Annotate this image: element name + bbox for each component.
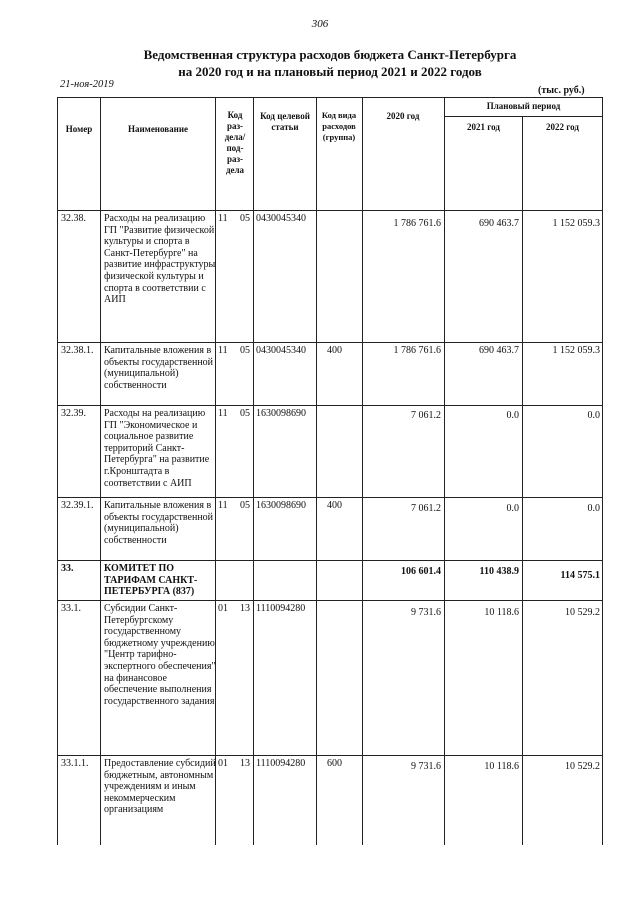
row-value-2021: 10 118.6 (484, 761, 519, 772)
header-2020: 2020 год (386, 111, 420, 121)
page-number: 306 (311, 18, 329, 30)
row-expense-kind: 600 (327, 758, 342, 769)
row-name: Предоставление субсидий бюджетным, автономным учреждениям и иным некоммерческим организациям (104, 758, 216, 816)
row-expense-kind: 400 (327, 500, 342, 511)
row-section: 01 (218, 603, 228, 614)
row-number: 33.1.1. (61, 758, 89, 769)
header-section-code: Код раз- дела/ под- раз- дела (224, 110, 246, 175)
row-name: КОМИТЕТ ПО ТАРИФАМ САНКТ-ПЕТЕРБУРГА (837) (104, 563, 198, 598)
row-value-2020: 7 061.2 (411, 503, 441, 514)
row-expense-kind: 400 (327, 345, 342, 356)
row-value-2021: 690 463.7 (479, 345, 519, 356)
row-number: 33.1. (61, 603, 81, 614)
row-target-code: 0430045340 (256, 345, 306, 356)
document-title (100, 46, 560, 80)
row-target-code: 1110094280 (256, 603, 306, 614)
row-value-2022: 1 152 059.3 (552, 218, 600, 229)
row-value-2020: 7 061.2 (411, 410, 441, 421)
row-name: Капитальные вложения в объекты государственной (муниципальной) собственности (104, 500, 214, 546)
row-subsection: 13 (240, 758, 250, 769)
row-value-2020: 1 786 761.6 (393, 218, 441, 229)
row-section: 11 (218, 345, 228, 356)
row-number: 32.39.1. (61, 500, 94, 511)
row-name: Расходы на реализацию ГП "Экономическое и социальное развитие территорий Санкт-Петербурга" на развитие г.Кронштадта в соответствии с АИП (104, 408, 210, 489)
row-value-2020: 9 731.6 (411, 607, 441, 618)
row-number: 32.39. (61, 408, 86, 419)
row-subsection: 13 (240, 603, 250, 614)
title-line-1: Ведомственная структура расходов бюджета Санкт-Петербурга (143, 47, 517, 62)
row-section: 11 (218, 500, 228, 511)
row-target-code: 1630098690 (256, 500, 306, 511)
row-number: 33. (61, 563, 74, 574)
units-label: (тыс. руб.) (538, 85, 585, 96)
row-value-2020: 106 601.4 (401, 566, 441, 577)
row-value-2021: 10 118.6 (484, 607, 519, 618)
row-value-2021: 110 438.9 (479, 566, 519, 577)
row-name: Капитальные вложения в объекты государственной (муниципальной) собственности (104, 345, 214, 391)
row-section: 01 (218, 758, 228, 769)
row-target-code: 1630098690 (256, 408, 306, 419)
title-line-2: на 2020 год и на плановый период 2021 и 2022 годов (178, 64, 482, 79)
row-value-2020: 1 786 761.6 (393, 345, 441, 356)
row-number: 32.38. (61, 213, 86, 224)
row-value-2022: 114 575.1 (560, 570, 600, 581)
row-value-2022: 10 529.2 (565, 607, 600, 618)
header-number: Номер (65, 124, 93, 134)
header-planned-period: Плановый период (486, 101, 561, 111)
row-value-2022: 0.0 (587, 410, 600, 421)
row-value-2022: 10 529.2 (565, 761, 600, 772)
row-value-2020: 9 731.6 (411, 761, 441, 772)
row-value-2021: 0.0 (506, 410, 519, 421)
row-name: Расходы на реализацию ГП "Развитие физической культуры и спорта в Санкт-Петербурге" на развитие инфраструктуры физической культуры и спорта в соответствии с АИП (104, 213, 216, 306)
document-date: 21-ноя-2019 (60, 79, 114, 90)
row-subsection: 05 (240, 408, 250, 419)
row-value-2021: 0.0 (506, 503, 519, 514)
row-number: 32.38.1. (61, 345, 94, 356)
row-section: 11 (218, 408, 228, 419)
row-target-code: 1110094280 (256, 758, 306, 769)
row-subsection: 05 (240, 500, 250, 511)
row-section: 11 (218, 213, 228, 224)
header-name: Наименование (128, 124, 188, 134)
header-2021: 2021 год (467, 122, 500, 132)
header-target-code: Код целевой статьи (260, 111, 310, 132)
row-value-2021: 690 463.7 (479, 218, 519, 229)
row-subsection: 05 (240, 345, 250, 356)
row-value-2022: 1 152 059.3 (552, 345, 600, 356)
row-target-code: 0430045340 (256, 213, 306, 224)
row-name: Субсидии Санкт-Петербургскому государственному бюджетному учреждению "Центр тарифно-экспертного обеспечения" на финансовое обеспечение выполнения государственного задания (104, 603, 216, 707)
header-2022: 2022 год (546, 122, 579, 132)
header-expense-kind: Код вида расходов (группа) (321, 110, 357, 142)
row-subsection: 05 (240, 213, 250, 224)
row-value-2022: 0.0 (587, 503, 600, 514)
